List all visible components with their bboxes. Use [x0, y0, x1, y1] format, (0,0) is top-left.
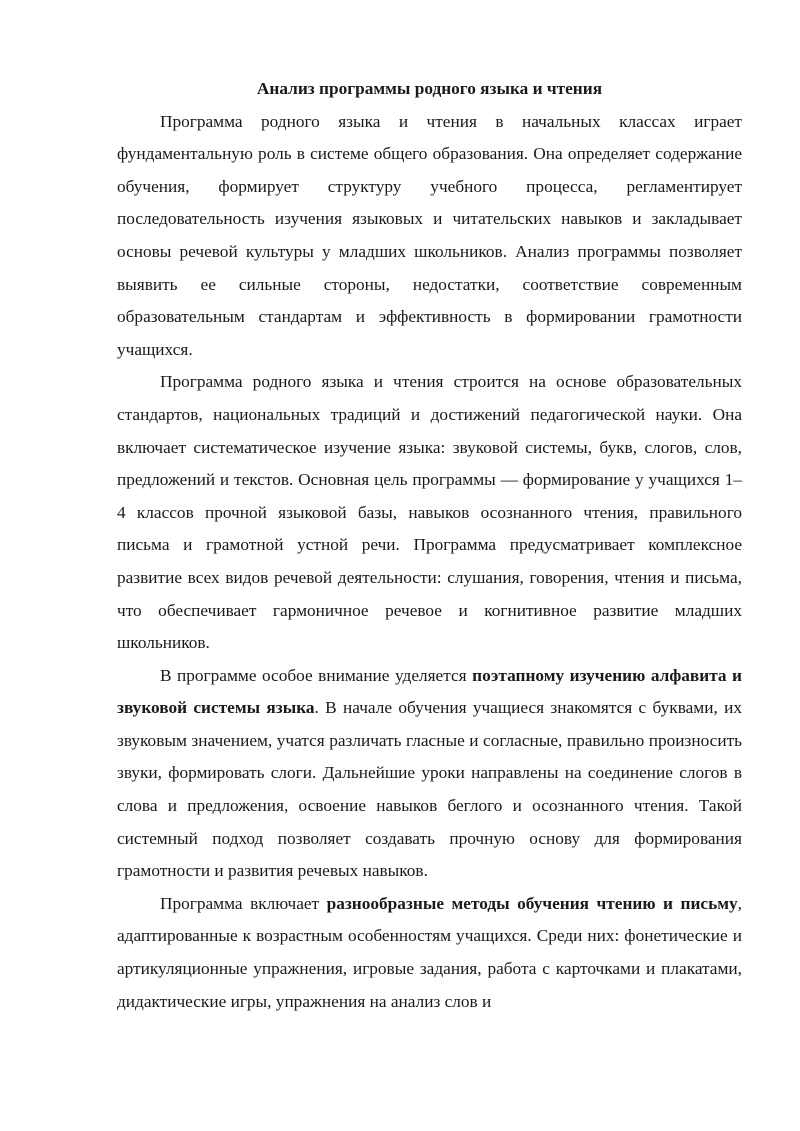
paragraph-3-bold-text: поэтапному изучению алфавита и звуковой системы языка — [117, 665, 742, 718]
paragraph-4-text-before: Программа включает — [160, 893, 327, 913]
paragraph-3 — [117, 660, 742, 888]
paragraph-3-text-after: . В начале обучения учащиеся знакомятся с буквами, их звуковым значением, учатся различать гласные и согласные, правильно произносить звуки, формировать слоги. Дальнейшие уроки направлены на соединение слогов в слова и предложения, освоение навыков беглого и осознанного чтения. Такой системный подход позволяет создавать прочную основу для формирования грамотности и развития речевых навыков. — [117, 698, 742, 881]
paragraph-3-text-before: В программе особое внимание уделяется — [160, 665, 473, 685]
document-page — [117, 73, 742, 1018]
paragraph-4-text-after: , адаптированные к возрастным особенностям учащихся. Среди них: фонетические и артикуляционные упражнения, игровые задания, работа с карточками и плакатами, дидактические игры, упражнения на анализ слов и — [117, 893, 742, 1011]
paragraph-2: Программа родного языка и чтения строится на основе образовательных стандартов, национальных традиций и достижений педагогической науки. Она включает систематическое изучение языка: звуковой системы, букв, слогов, слов, предложений и текстов. Основная цель программы — формирование у учащихся 1–4 классов прочной языковой базы, навыков осознанного чтения, правильного письма и грамотной устной речи. Программа предусматривает комплексное развитие всех видов речевой деятельности: слушания, говорения, чтения и письма, что обеспечивает гармоничное речевое и когнитивное развитие младших школьников. — [117, 372, 742, 653]
paragraph-4-bold-text: разнообразные методы обучения чтению и письму — [326, 893, 738, 913]
paragraph-1: Программа родного языка и чтения в начальных классах играет фундаментальную роль в системе общего образования. Она определяет содержание обучения, формирует структуру учебного процесса, регламентирует последовательность изучения языковых и читательских навыков и закладывает основы речевой культуры у младших школьников. Анализ программы позволяет выявить ее сильные стороны, недостатки, соответствие современным образовательным стандартам и эффективность в формировании грамотности учащихся. — [117, 111, 742, 359]
document-title: Анализ программы родного языка и чтения — [256, 79, 603, 98]
paragraph-4 — [117, 888, 742, 1018]
